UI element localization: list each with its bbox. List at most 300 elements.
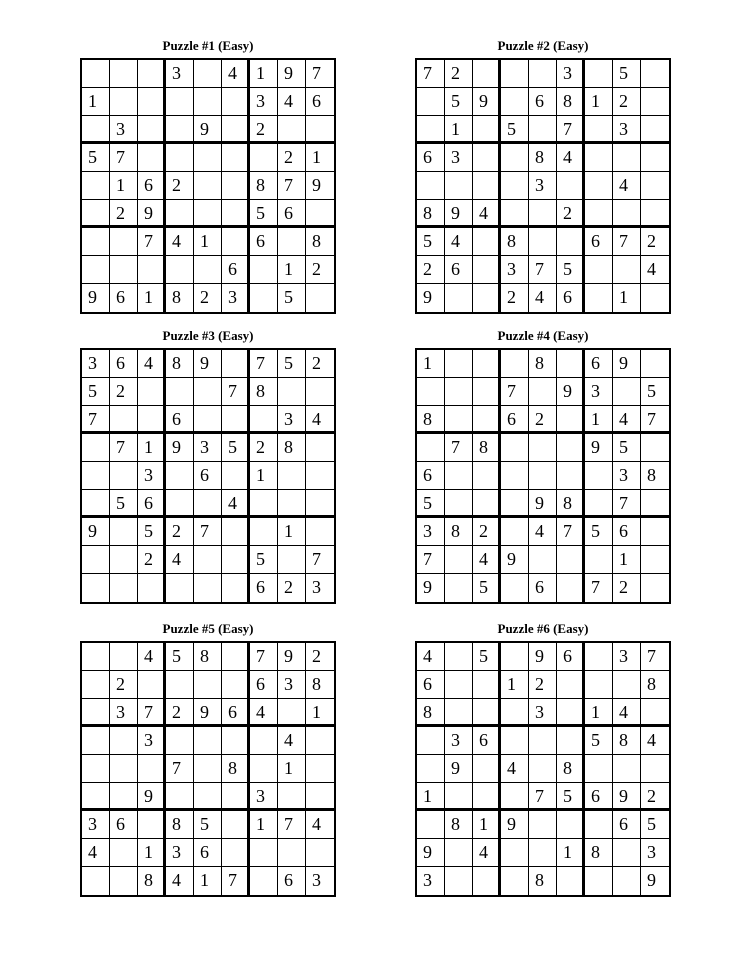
sudoku-cell [473, 406, 501, 434]
sudoku-cell [585, 755, 613, 783]
sudoku-cell [166, 783, 194, 811]
sudoku-cell [445, 546, 473, 574]
sudoku-cell: 5 [166, 643, 194, 671]
sudoku-cell: 8 [166, 284, 194, 312]
sudoku-cell [501, 350, 529, 378]
sudoku-cell [166, 144, 194, 172]
sudoku-cell [445, 406, 473, 434]
sudoku-cell [82, 490, 110, 518]
sudoku-cell [82, 671, 110, 699]
sudoku-cell: 8 [585, 839, 613, 867]
sudoku-cell: 4 [613, 699, 641, 727]
sudoku-cell: 7 [501, 378, 529, 406]
sudoku-cell [222, 462, 250, 490]
sudoku-cell: 5 [613, 434, 641, 462]
sudoku-cell [110, 755, 138, 783]
sudoku-cell: 7 [278, 811, 306, 839]
sudoku-cell [222, 172, 250, 200]
sudoku-cell: 5 [473, 643, 501, 671]
sudoku-cell [445, 643, 473, 671]
sudoku-cell: 3 [138, 727, 166, 755]
sudoku-cell: 7 [417, 60, 445, 88]
sudoku-cell: 1 [278, 256, 306, 284]
sudoku-cell: 2 [613, 88, 641, 116]
sudoku-cell [501, 60, 529, 88]
sudoku-cell [82, 228, 110, 256]
sudoku-cell [306, 116, 334, 144]
sudoku-cell: 1 [585, 699, 613, 727]
sudoku-cell [194, 172, 222, 200]
sudoku-cell: 1 [473, 811, 501, 839]
sudoku-cell: 6 [250, 574, 278, 602]
sudoku-cell [585, 60, 613, 88]
sudoku-cell: 7 [445, 434, 473, 462]
sudoku-cell: 3 [110, 699, 138, 727]
sudoku-cell: 5 [250, 546, 278, 574]
sudoku-cell [250, 256, 278, 284]
sudoku-cell: 9 [557, 378, 585, 406]
sudoku-cell: 6 [445, 256, 473, 284]
sudoku-cell: 2 [306, 256, 334, 284]
sudoku-cell: 4 [166, 546, 194, 574]
sudoku-cell: 4 [473, 839, 501, 867]
sudoku-cell [641, 116, 669, 144]
sudoku-cell: 3 [250, 88, 278, 116]
sudoku-cell [222, 811, 250, 839]
sudoku-cell [222, 574, 250, 602]
sudoku-cell: 4 [278, 727, 306, 755]
sudoku-cell: 6 [194, 462, 222, 490]
sudoku-cell: 7 [306, 546, 334, 574]
sudoku-cell: 6 [417, 462, 445, 490]
sudoku-cell: 8 [641, 462, 669, 490]
sudoku-cell: 3 [312, 577, 321, 597]
sudoku-cell: 6 [585, 228, 613, 256]
sudoku-cell: 7 [194, 518, 222, 546]
sudoku-cell [138, 116, 166, 144]
sudoku-cell [194, 378, 222, 406]
sudoku-cell [641, 755, 669, 783]
sudoku-cell [641, 518, 669, 546]
sudoku-cell [194, 60, 222, 88]
sudoku-cell [585, 200, 613, 228]
sudoku-cell [250, 755, 278, 783]
sudoku-cell [82, 699, 110, 727]
sudoku-cell: 1 [445, 116, 473, 144]
sudoku-cell [222, 350, 250, 378]
sudoku-cell [641, 284, 669, 312]
sudoku-cell: 4 [222, 490, 250, 518]
sudoku-cell: 1 [613, 284, 641, 312]
sudoku-cell [445, 172, 473, 200]
sudoku-cell [501, 172, 529, 200]
sudoku-cell [306, 378, 334, 406]
sudoku-cell [641, 172, 669, 200]
sudoku-cell [473, 172, 501, 200]
sudoku-cell [473, 867, 501, 895]
sudoku-cell [641, 144, 669, 172]
sudoku-cell [110, 574, 138, 602]
sudoku-cell [222, 144, 250, 172]
sudoku-cell: 3 [250, 783, 278, 811]
sudoku-cell [529, 811, 557, 839]
sudoku-cell: 6 [417, 144, 445, 172]
sudoku-cell: 5 [585, 518, 613, 546]
sudoku-cell: 3 [445, 144, 473, 172]
sudoku-cell [82, 643, 110, 671]
sudoku-cell: 1 [138, 434, 166, 462]
sudoku-cell [613, 671, 641, 699]
sudoku-cell [445, 574, 473, 602]
sudoku-cell: 6 [529, 574, 557, 602]
sudoku-cell: 7 [82, 406, 110, 434]
sudoku-cell [445, 378, 473, 406]
sudoku-cell: 9 [82, 284, 110, 312]
sudoku-cell: 3 [529, 699, 557, 727]
sudoku-cell: 4 [82, 839, 110, 867]
sudoku-cell: 8 [306, 671, 334, 699]
sudoku-cell [473, 350, 501, 378]
sudoku-cell: 9 [82, 518, 110, 546]
sudoku-cell: 6 [110, 350, 138, 378]
sudoku-grid [415, 641, 671, 897]
sudoku-cell: 1 [194, 228, 222, 256]
sudoku-cell [501, 643, 529, 671]
sudoku-cell [641, 490, 669, 518]
sudoku-cell: 3 [166, 60, 194, 88]
sudoku-cell [529, 228, 557, 256]
sudoku-cell [473, 284, 501, 312]
sudoku-cell: 2 [641, 228, 669, 256]
sudoku-cell [529, 60, 557, 88]
sudoku-cell: 3 [613, 116, 641, 144]
sudoku-cell: 9 [529, 490, 557, 518]
sudoku-cell [613, 144, 641, 172]
sudoku-cell: 6 [166, 406, 194, 434]
sudoku-cell: 7 [222, 378, 250, 406]
sudoku-cell: 1 [194, 867, 222, 895]
sudoku-cell: 1 [138, 284, 166, 312]
sudoku-cell: 8 [557, 755, 585, 783]
sudoku-cell [473, 671, 501, 699]
sudoku-cell: 7 [585, 574, 613, 602]
sudoku-cell [473, 490, 501, 518]
sudoku-cell [110, 839, 138, 867]
sudoku-cell: 3 [641, 839, 669, 867]
sudoku-cell: 1 [557, 839, 585, 867]
sudoku-cell [585, 144, 613, 172]
sudoku-cell [222, 228, 250, 256]
sudoku-cell [138, 378, 166, 406]
sudoku-cell: 8 [222, 755, 250, 783]
sudoku-cell: 4 [306, 406, 334, 434]
sudoku-cell [278, 462, 306, 490]
sudoku-cell: 8 [278, 434, 306, 462]
sudoku-cell: 2 [417, 256, 445, 284]
sudoku-cell [138, 811, 166, 839]
sudoku-cell: 3 [529, 172, 557, 200]
sudoku-cell: 3 [278, 671, 306, 699]
sudoku-cell [445, 699, 473, 727]
sudoku-cell [585, 643, 613, 671]
sudoku-cell: 4 [306, 811, 334, 839]
sudoku-cell [473, 699, 501, 727]
sudoku-cell [501, 144, 529, 172]
sudoku-cell [166, 727, 194, 755]
sudoku-cell: 5 [417, 490, 445, 518]
sudoku-cell: 7 [557, 518, 585, 546]
sudoku-cell [194, 490, 222, 518]
sudoku-cell [138, 88, 166, 116]
sudoku-cell [557, 727, 585, 755]
sudoku-cell [613, 867, 641, 895]
sudoku-cell [82, 60, 110, 88]
sudoku-cell [641, 60, 669, 88]
sudoku-cell [110, 783, 138, 811]
sudoku-cell: 7 [250, 643, 278, 671]
sudoku-cell [557, 811, 585, 839]
sudoku-cell: 5 [82, 378, 110, 406]
sudoku-cell [222, 671, 250, 699]
sudoku-cell: 6 [138, 172, 166, 200]
sudoku-cell: 5 [557, 256, 585, 284]
sudoku-cell [529, 755, 557, 783]
sudoku-cell: 8 [417, 406, 445, 434]
sudoku-cell: 5 [473, 574, 501, 602]
sudoku-cell: 6 [110, 284, 138, 312]
sudoku-cell [194, 406, 222, 434]
sudoku-cell [445, 462, 473, 490]
sudoku-cell [613, 200, 641, 228]
sudoku-cell: 1 [585, 88, 613, 116]
sudoku-cell [194, 574, 222, 602]
sudoku-cell: 2 [306, 350, 334, 378]
sudoku-cell [82, 434, 110, 462]
sudoku-cell: 6 [138, 490, 166, 518]
sudoku-cell [585, 462, 613, 490]
sudoku-cell [222, 116, 250, 144]
sudoku-cell: 6 [585, 350, 613, 378]
sudoku-cell: 4 [166, 867, 194, 895]
sudoku-cell [138, 671, 166, 699]
sudoku-cell: 8 [529, 144, 557, 172]
sudoku-cell [82, 574, 110, 602]
sudoku-cell [110, 727, 138, 755]
sudoku-grid [415, 348, 671, 604]
sudoku-cell: 6 [222, 256, 250, 284]
sudoku-cell [613, 256, 641, 284]
sudoku-cell [250, 490, 278, 518]
sudoku-cell: 8 [250, 172, 278, 200]
sudoku-cell: 2 [250, 116, 278, 144]
sudoku-cell [501, 200, 529, 228]
sudoku-cell: 8 [306, 228, 334, 256]
sudoku-cell [585, 172, 613, 200]
sudoku-cell [306, 839, 334, 867]
puzzle-title: Puzzle #3 (Easy) [162, 328, 254, 343]
sudoku-cell [222, 546, 250, 574]
sudoku-cell [473, 256, 501, 284]
sudoku-cell [278, 228, 306, 256]
sudoku-cell [557, 574, 585, 602]
sudoku-cell [306, 518, 334, 546]
sudoku-cell [306, 284, 334, 312]
sudoku-cell [250, 406, 278, 434]
sudoku-cell [110, 643, 138, 671]
sudoku-cell: 3 [166, 839, 194, 867]
sudoku-cell [222, 727, 250, 755]
sudoku-cell: 9 [417, 284, 445, 312]
sudoku-cell: 8 [166, 811, 194, 839]
sudoku-cell [641, 546, 669, 574]
sudoku-cell [222, 88, 250, 116]
sudoku-cell: 7 [250, 350, 278, 378]
sudoku-cell: 2 [529, 671, 557, 699]
sudoku-cell: 7 [613, 228, 641, 256]
sudoku-cell: 6 [250, 671, 278, 699]
sudoku-cell: 4 [250, 699, 278, 727]
sudoku-cell: 2 [110, 200, 138, 228]
sudoku-cell [166, 256, 194, 284]
sudoku-cell: 6 [557, 643, 585, 671]
sudoku-cell [82, 546, 110, 574]
sudoku-cell [278, 378, 306, 406]
sudoku-cell [194, 755, 222, 783]
sudoku-cell: 3 [82, 350, 110, 378]
sudoku-cell [138, 755, 166, 783]
sudoku-cell [82, 727, 110, 755]
sudoku-cell: 3 [417, 518, 445, 546]
sudoku-cell [529, 839, 557, 867]
sudoku-cell: 5 [641, 378, 669, 406]
sudoku-cell: 2 [250, 434, 278, 462]
sudoku-cell: 9 [647, 870, 656, 890]
sudoku-cell [306, 755, 334, 783]
sudoku-cell: 9 [473, 88, 501, 116]
sudoku-cell: 3 [557, 60, 585, 88]
sudoku-cell: 2 [194, 284, 222, 312]
sudoku-cell [82, 462, 110, 490]
sudoku-cell [222, 643, 250, 671]
sudoku-cell: 5 [222, 434, 250, 462]
sudoku-cell [613, 755, 641, 783]
sudoku-cell: 9 [445, 755, 473, 783]
sudoku-cell: 1 [585, 406, 613, 434]
sudoku-cell [166, 116, 194, 144]
sudoku-cell [641, 699, 669, 727]
sudoku-cell: 6 [222, 699, 250, 727]
sudoku-cell [417, 88, 445, 116]
sudoku-cell: 9 [166, 434, 194, 462]
sudoku-cell: 9 [278, 60, 306, 88]
sudoku-cell [222, 200, 250, 228]
sudoku-cell [529, 434, 557, 462]
sudoku-cell [194, 256, 222, 284]
puzzle-title: Puzzle #5 (Easy) [162, 621, 254, 636]
sudoku-cell [82, 256, 110, 284]
sudoku-cell: 2 [138, 546, 166, 574]
sudoku-cell [557, 228, 585, 256]
sudoku-cell: 4 [278, 88, 306, 116]
sudoku-cell [278, 839, 306, 867]
sudoku-cell [557, 462, 585, 490]
sudoku-cell: 4 [613, 172, 641, 200]
sudoku-cell: 6 [557, 284, 585, 312]
sudoku-cell: 5 [278, 284, 306, 312]
sudoku-cell: 1 [613, 546, 641, 574]
sudoku-cell [445, 671, 473, 699]
sudoku-cell [110, 88, 138, 116]
sudoku-cell: 7 [110, 434, 138, 462]
sudoku-cell: 1 [306, 144, 334, 172]
sudoku-cell [417, 755, 445, 783]
sudoku-cell [166, 574, 194, 602]
sudoku-cell [250, 727, 278, 755]
sudoku-cell: 4 [529, 518, 557, 546]
sudoku-cell: 7 [641, 643, 669, 671]
sudoku-cell: 5 [278, 350, 306, 378]
sudoku-cell [306, 783, 334, 811]
sudoku-cell: 6 [250, 228, 278, 256]
sudoku-cell: 6 [417, 671, 445, 699]
sudoku-cell [138, 574, 166, 602]
sudoku-cell: 5 [250, 200, 278, 228]
sudoku-cell: 6 [110, 811, 138, 839]
sudoku-cell: 1 [278, 755, 306, 783]
sudoku-cell [194, 144, 222, 172]
sudoku-cell: 9 [194, 699, 222, 727]
sudoku-cell: 4 [138, 350, 166, 378]
sudoku-cell [306, 434, 334, 462]
sudoku-cell: 2 [278, 144, 306, 172]
sudoku-cell [557, 172, 585, 200]
sudoku-cell [278, 116, 306, 144]
sudoku-cell [278, 699, 306, 727]
sudoku-cell [194, 783, 222, 811]
sudoku-cell [166, 462, 194, 490]
sudoku-cell: 3 [501, 256, 529, 284]
sudoku-cell [473, 462, 501, 490]
sudoku-cell [501, 839, 529, 867]
sudoku-cell [585, 671, 613, 699]
sudoku-cell: 9 [278, 643, 306, 671]
sudoku-cell [641, 574, 669, 602]
sudoku-cell: 9 [501, 546, 529, 574]
sudoku-cell: 9 [138, 783, 166, 811]
sudoku-grid [80, 348, 336, 604]
sudoku-cell: 2 [473, 518, 501, 546]
sudoku-cell: 4 [557, 144, 585, 172]
sudoku-cell: 6 [501, 406, 529, 434]
sudoku-cell: 8 [194, 643, 222, 671]
sudoku-cell: 9 [585, 434, 613, 462]
puzzle-title: Puzzle #4 (Easy) [497, 328, 589, 343]
sudoku-cell: 1 [417, 350, 445, 378]
sudoku-grid [415, 58, 671, 314]
sudoku-cell [194, 727, 222, 755]
sudoku-cell [641, 350, 669, 378]
sudoku-cell [473, 60, 501, 88]
sudoku-cell: 9 [194, 116, 222, 144]
sudoku-cell: 4 [613, 406, 641, 434]
sudoku-cell: 3 [613, 643, 641, 671]
sudoku-cell: 3 [445, 727, 473, 755]
sudoku-cell: 5 [110, 490, 138, 518]
sudoku-cell [138, 256, 166, 284]
sudoku-cell [557, 671, 585, 699]
sudoku-cell: 1 [250, 462, 278, 490]
sudoku-cell [557, 699, 585, 727]
